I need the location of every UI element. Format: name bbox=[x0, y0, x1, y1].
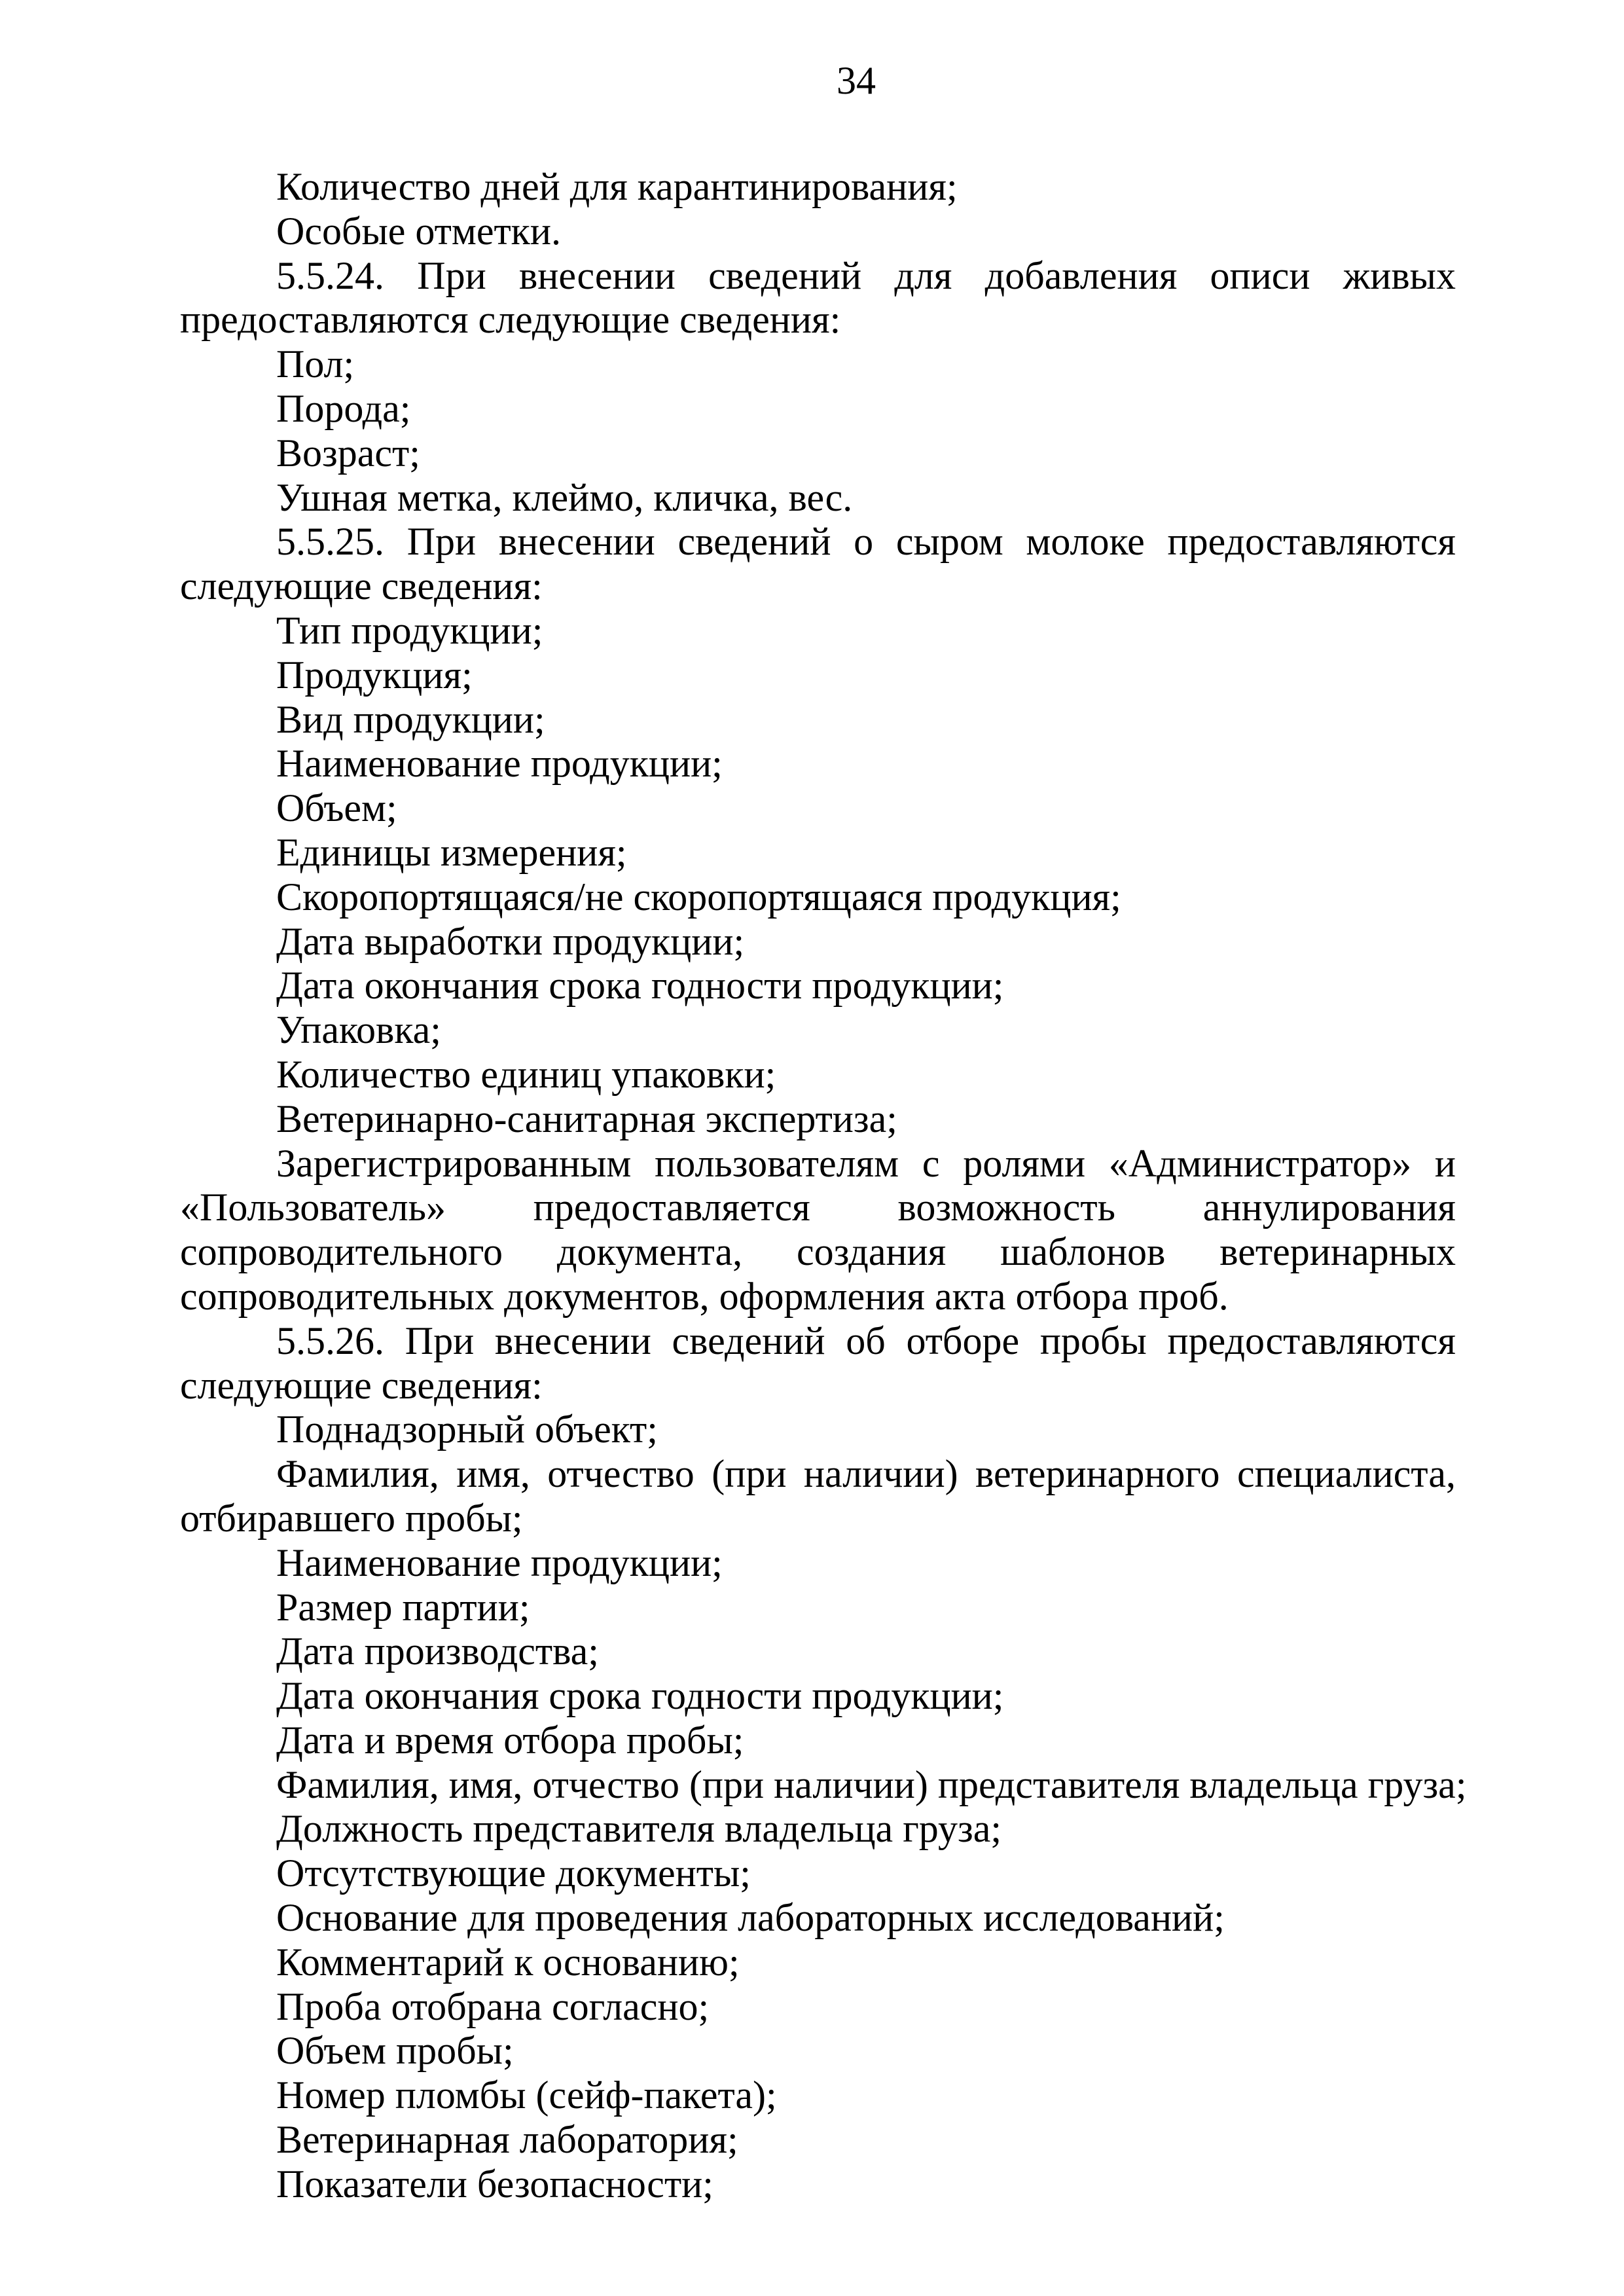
text-line: Зарегистрированным пользователям с ролями «Администратор» и bbox=[276, 1141, 1456, 1185]
list-item: Единицы измерения; bbox=[276, 830, 627, 874]
text-line: сопроводительного документа, создания шаблонов ветеринарных bbox=[180, 1230, 1456, 1274]
section-heading-5-5-24: 5.5.24. При внесении сведений для добавления описи живых bbox=[276, 253, 1456, 297]
list-item: Скоропортящаяся/не скоропортящаяся продукция; bbox=[276, 875, 1121, 919]
list-item: Порода; bbox=[276, 386, 411, 430]
list-item: Дата окончания срока годности продукции; bbox=[276, 1674, 1004, 1718]
list-item: Фамилия, имя, отчество (при наличии) представителя владельца груза; bbox=[276, 1762, 1467, 1806]
list-item: Ветеринарная лаборатория; bbox=[276, 2118, 738, 2162]
list-item: Ушная метка, клеймо, кличка, вес. bbox=[276, 475, 853, 519]
list-item: Дата выработки продукции; bbox=[276, 919, 745, 963]
list-item: Поднадзорный объект; bbox=[276, 1408, 658, 1451]
list-item: Дата и время отбора пробы; bbox=[276, 1718, 744, 1762]
list-item: Пол; bbox=[276, 342, 355, 386]
list-item: Объем; bbox=[276, 786, 397, 830]
list-item: Наименование продукции; bbox=[276, 742, 723, 786]
text-line: «Пользователь» предоставляется возможность аннулирования bbox=[180, 1186, 1456, 1230]
list-item: Тип продукции; bbox=[276, 608, 543, 652]
list-item: Номер пломбы (сейф-пакета); bbox=[276, 2073, 777, 2117]
list-item: Наименование продукции; bbox=[276, 1540, 723, 1584]
section-heading-5-5-26: 5.5.26. При внесении сведений об отборе пробы предоставляются bbox=[276, 1319, 1456, 1362]
list-item: Комментарий к основанию; bbox=[276, 1940, 740, 1984]
list-item: Размер партии; bbox=[276, 1585, 530, 1629]
list-item: Дата окончания срока годности продукции; bbox=[276, 964, 1004, 1008]
text-line: Особые отметки. bbox=[276, 209, 561, 253]
list-item: Дата производства; bbox=[276, 1630, 599, 1673]
list-item: Фамилия, имя, отчество (при наличии) ветеринарного специалиста, bbox=[276, 1452, 1456, 1496]
text-line: предоставляются следующие сведения: bbox=[180, 298, 841, 342]
list-item: Объем пробы; bbox=[276, 2029, 514, 2073]
list-item: Вид продукции; bbox=[276, 697, 545, 741]
list-item: Должность представителя владельца груза; bbox=[276, 1807, 1002, 1851]
text-line: следующие сведения: bbox=[180, 1363, 543, 1407]
text-line: отбиравшего пробы; bbox=[180, 1496, 523, 1540]
page-number: 34 bbox=[837, 59, 876, 102]
text-line: Количество дней для карантинирования; bbox=[276, 165, 958, 208]
list-item: Ветеринарно-санитарная экспертиза; bbox=[276, 1097, 897, 1140]
list-item: Основание для проведения лабораторных исследований; bbox=[276, 1896, 1225, 1940]
list-item: Возраст; bbox=[276, 431, 420, 475]
list-item: Упаковка; bbox=[276, 1008, 441, 1052]
text-line: сопроводительных документов, оформления акта отбора проб. bbox=[180, 1274, 1229, 1318]
list-item: Проба отобрана согласно; bbox=[276, 1984, 710, 2028]
section-heading-5-5-25: 5.5.25. При внесении сведений о сыром молоке предоставляются bbox=[276, 520, 1456, 564]
list-item: Продукция; bbox=[276, 653, 473, 697]
list-item: Показатели безопасности; bbox=[276, 2162, 713, 2206]
document-body bbox=[180, 165, 1467, 2207]
list-item: Отсутствующие документы; bbox=[276, 1851, 751, 1895]
list-item: Количество единиц упаковки; bbox=[276, 1052, 776, 1096]
text-line: следующие сведения: bbox=[180, 564, 543, 608]
